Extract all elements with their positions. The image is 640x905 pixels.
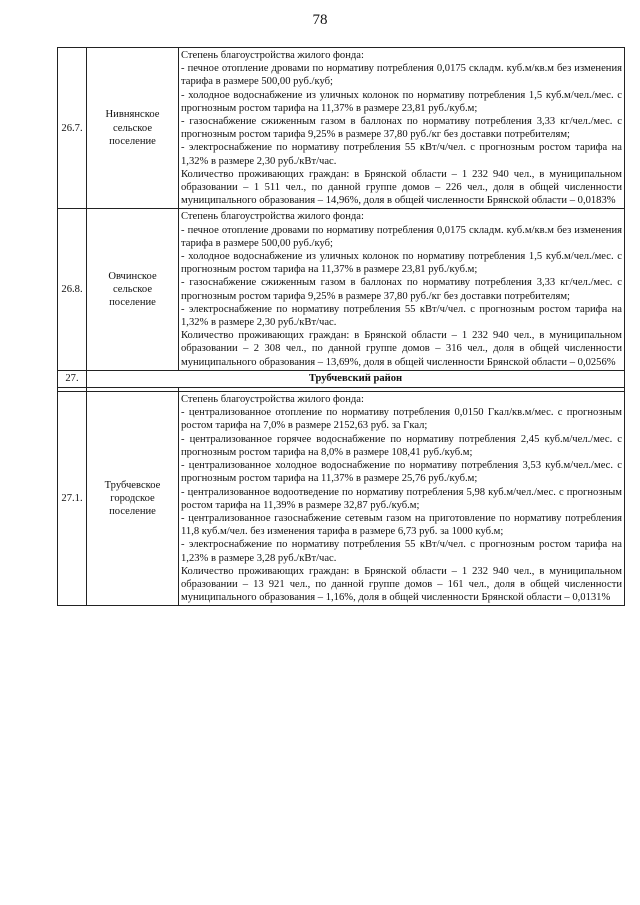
tariff-table	[57, 47, 625, 606]
description-line: - холодное водоснабжение из уличных колонок по нормативу потребления 1,5 куб.м/чел./мес. с прогнозным ростом тарифа на 11,37% в размере 23,81 руб./куб.м;	[181, 251, 622, 276]
row-description	[179, 392, 625, 606]
description-line: - газоснабжение сжиженным газом в баллонах по нормативу потребления 3,33 кг/чел./мес. с прогнозным ростом тарифа 9,25% в размере 37,80 руб./кг без доставки потребителям;	[181, 116, 622, 141]
row-description	[179, 48, 625, 209]
description-line: - электроснабжение по нормативу потребления 55 кВт/ч/чел. с прогнозным ростом тарифа на 1,23% в размере 3,28 руб./кВт/час.	[181, 539, 622, 564]
description-line: - централизованное горячее водоснабжение по нормативу потребления 2,45 куб.м/чел./мес. с прогнозным ростом тарифа на 8,0% в размере 108,41 руб./куб.м;	[181, 433, 622, 458]
description-line: - электроснабжение по нормативу потребления 55 кВт/ч/чел. с прогнозным ростом тарифа на 1,32% в размере 2,30 руб./кВт/час.	[181, 303, 622, 329]
description-line: - централизованное отопление по нормативу потребления 0,0150 Гкал/кв.м/мес. с прогнозным ростом тарифа на 7,0% в размере 2152,63 руб. за Гкал;	[181, 407, 622, 432]
description-line: - газоснабжение сжиженным газом в баллонах по нормативу потребления 3,33 кг/чел./мес. с прогнозным ростом тарифа 9,25% в размере 37,80 руб./кг без доставки потребителям;	[181, 277, 622, 302]
description-line: - печное отопление дровами по нормативу потребления 0,0175 складм. куб.м/кв.м без изменения тарифа в размере 500,00 руб./куб;	[181, 224, 622, 249]
description-line: Количество проживающих граждан: в Брянской области – 1 232 940 чел., в муниципальном образовании – 2 308 чел., по данной группе домов – 316 чел., доля в общей численности муниципального образования – 13,69%, доля в общей численности Брянской области – 0,0256%	[181, 330, 622, 368]
section-title: Трубчевский район	[87, 370, 625, 387]
table-row	[58, 48, 625, 209]
description-line: Количество проживающих граждан: в Брянской области – 1 232 940 чел., в муниципальном образовании – 1 511 чел., по данной группе домов – 226 чел., доля в общей численности муниципального образования – 14,96%, доля в общей численности Брянской области – 0,0183%	[181, 168, 622, 207]
description-line: - печное отопление дровами по нормативу потребления 0,0175 складм. куб.м/кв.м без изменения тарифа в размере 500,00 руб./куб;	[181, 63, 622, 88]
row-number: 26.7.	[58, 48, 87, 209]
description-line: Степень благоустройства жилого фонда:	[181, 394, 364, 406]
row-description	[179, 209, 625, 370]
row-number: 27.1.	[58, 392, 87, 606]
description-line: Степень благоустройства жилого фонда:	[181, 211, 364, 223]
description-line: Степень благоустройства жилого фонда:	[181, 50, 364, 61]
section-number: 27.	[58, 370, 87, 387]
page-number: 78	[312, 12, 328, 28]
description-line: - централизованное водоотведение по нормативу потребления 5,98 куб.м/чел./мес. с прогнозным ростом тарифа на 11,39% в размере 32,87 руб./куб.м;	[181, 486, 622, 511]
settlement-name: Трубчевское городское поселение	[87, 392, 179, 606]
description-line: - холодное водоснабжение из уличных колонок по нормативу потребления 1,5 куб.м/чел./мес. с прогнозным ростом тарифа на 11,37% в размере 23,81 руб./куб.м;	[181, 89, 622, 114]
description-line: - централизованное холодное водоснабжение по нормативу потребления 3,53 куб.м/чел./мес. с прогнозным ростом тарифа на 11,37% в размере 25,76 руб./куб.м;	[181, 460, 622, 485]
table-row	[58, 209, 625, 370]
settlement-name: Нивнянское сельское поселение	[87, 48, 179, 209]
description-line: - электроснабжение по нормативу потребления 55 кВт/ч/чел. с прогнозным ростом тарифа на 1,32% в размере 2,30 руб./кВт/час.	[181, 142, 622, 167]
table-row	[58, 392, 625, 606]
description-line: Количество проживающих граждан: в Брянской области – 1 232 940 чел., в муниципальном образовании – 13 921 чел., по данной группе домов – 161 чел., доля в общей численности муниципального образования – 1,16%, доля в общей численности Брянской области – 0,0131%	[181, 565, 622, 604]
settlement-name: Овчинское сельское поселение	[87, 209, 179, 370]
section-row	[58, 370, 625, 387]
row-number: 26.8.	[58, 209, 87, 370]
description-line: - централизованное газоснабжение сетевым газом на приготовление по нормативу потребления 11,8 куб.м/чел. без изменения тарифа в размере 6,73 руб. за 1000 куб.м;	[181, 512, 622, 538]
